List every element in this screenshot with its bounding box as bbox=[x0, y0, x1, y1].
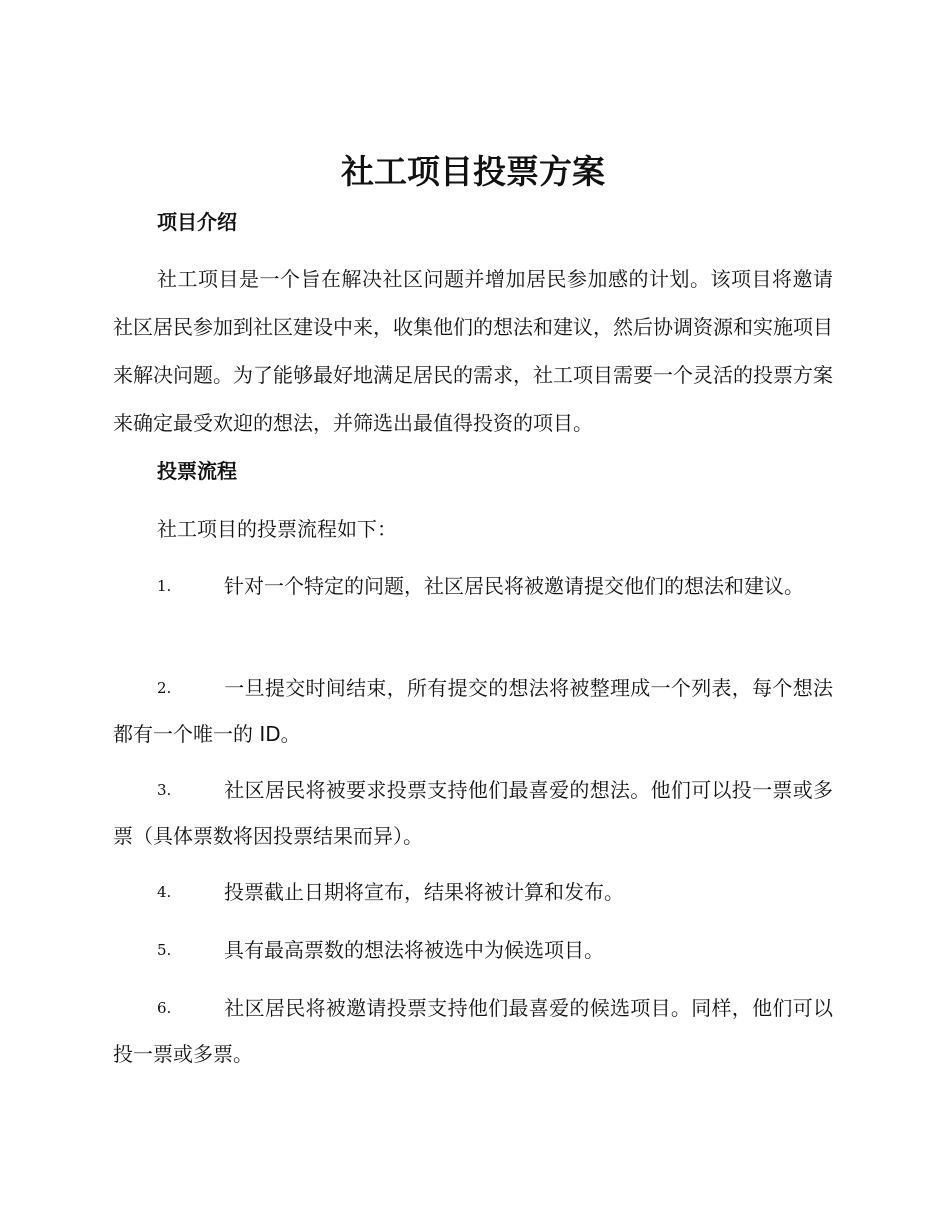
list-item bbox=[113, 985, 833, 1077]
list-item-number: 1. bbox=[157, 577, 172, 595]
list-item bbox=[113, 869, 833, 915]
list-item-text: 一旦提交时间结束，所有提交的想法将被整理成一个列表，每个想法都有一个唯一的 ID。 bbox=[113, 676, 833, 746]
list-item-text: 具有最高票数的想法将被选中为候选项目。 bbox=[224, 938, 604, 962]
intro-paragraph: 社工项目是一个旨在解决社区问题并增加居民参加感的计划。该项目将邀请社区居民参加到社区建设中来，收集他们的想法和建议，然后协调资源和实施项目来解决问题。为了能够最好地满足居民的需求，社工项目需要一个灵活的投票方案来确定最受欢迎的想法，并筛选出最值得投资的项目。 bbox=[113, 267, 833, 435]
list-item-text: 针对一个特定的问题，社区居民将被邀请提交他们的想法和建议。 bbox=[224, 574, 804, 598]
list-item bbox=[113, 665, 833, 757]
list-item bbox=[113, 927, 833, 973]
section-heading-voting-process: 投票流程 bbox=[157, 459, 237, 483]
list-item bbox=[113, 563, 833, 609]
list-item-number: 6. bbox=[157, 999, 172, 1017]
list-item-text: 社区居民将被邀请投票支持他们最喜爱的候选项目。同样，他们可以投一票或多票。 bbox=[113, 996, 833, 1066]
list-item-number: 4. bbox=[157, 883, 172, 901]
list-item bbox=[113, 767, 833, 859]
list-item-number: 3. bbox=[157, 781, 172, 799]
document-title: 社工项目投票方案 bbox=[341, 152, 605, 191]
list-item-text: 投票截止日期将宣布，结果将被计算和发布。 bbox=[224, 880, 624, 904]
list-item-text: 社区居民将被要求投票支持他们最喜爱的想法。他们可以投一票或多票（具体票数将因投票结果而异）。 bbox=[113, 778, 833, 848]
section-heading-intro: 项目介绍 bbox=[157, 210, 237, 234]
list-item-number: 5. bbox=[157, 941, 172, 959]
list-item-number: 2. bbox=[157, 679, 172, 697]
voting-process-intro: 社工项目的投票流程如下： bbox=[157, 517, 397, 541]
